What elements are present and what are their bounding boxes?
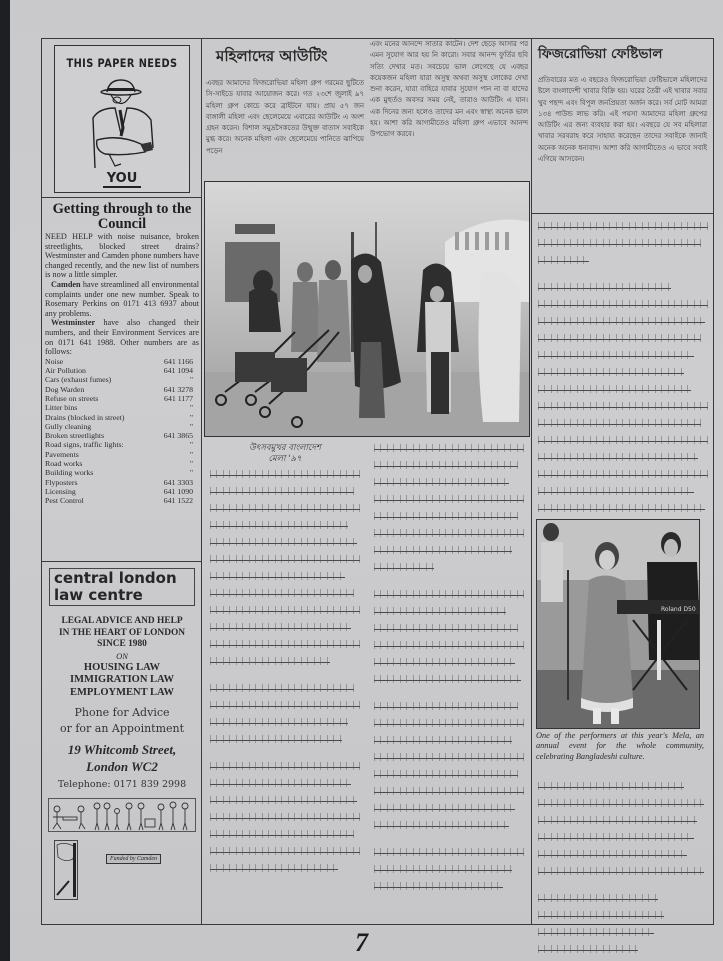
right-handwritten-col (538, 219, 708, 518)
outing-title: মহিলাদের আউটিং (216, 47, 328, 65)
law-centre-phone-advice: Phone for Advice or for an Appointment (59, 706, 185, 736)
law-centre-address: 19 Whitcomb Street, London WC2 (67, 742, 177, 775)
newspaper-page (10, 0, 723, 961)
table-row: Dog Warden 641 3278 (45, 384, 193, 394)
council-camden: Camden have streamlined all environmental complaints under one new number. Speak to Rosemary Perkins on 0171 413 6937 about any problems. (45, 279, 199, 318)
funded-by-camden-logo: Funded by Camden (106, 854, 161, 864)
table-row: Broken streetlights 641 3865 (45, 431, 193, 441)
festival-body: প্রতিবারের মত এ বছরেও ফিজরোভিয়া ফেষ্টিভালে মহিলাদের ষ্টলে বাংলাদেশী খাবার বিক্রি হয়। ঘরের তৈরী এই খাবার সবার খুব পছন্দ এবং বিপুল জনপ্রিয়তা অর্জন করে। সর্ব মোট আমরা ১৩৪ পাউন্ড লাভ করি। এই পয়সা আমাদের মহিলা গ্রুপের আউটিং এর জন্য ব্যবহার করা হয়। এবছরে যে সব মহিলারা খাবার সরবরাহ করে সাহায্য করেছেন তাদের সবাইকে জানাই অনেক অনেক ধন্যবাদ। আশা করি আগামীতেও এ ভাবে সবাই এগিয়ে আসবেন। (538, 76, 707, 164)
right-column (532, 39, 713, 924)
table-row: Road signs, traffic lights: " (45, 440, 193, 450)
table-row: Flyposters 641 3303 (45, 477, 193, 487)
law-centre-lead: LEGAL ADVICE AND HELP IN THE HEART OF LONDON SINCE 1980 (58, 616, 186, 649)
mela-title: উৎসবমুখর বাংলাদেশ মেলা '৯৭ (249, 443, 321, 464)
outing-article-col1 (206, 45, 364, 157)
funders (42, 836, 202, 900)
council-numbers-table (45, 357, 199, 506)
keyboard-label: Roland D50 (661, 606, 696, 613)
council-article (42, 197, 202, 505)
law-centre-areas: HOUSING LAW IMMIGRATION LAW EMPLOYMENT LAW (70, 661, 174, 698)
table-row: Refuse on streets 641 1177 (45, 393, 193, 403)
london-boroughs-grants-logo (54, 840, 78, 900)
table-row: Drains (blocked in street) " (45, 412, 193, 422)
law-centre-telephone: Telephone: 0171 839 2998 (57, 779, 187, 791)
mela-handwritten-col2 (374, 441, 524, 896)
table-row: Licensing 641 1090 (45, 486, 193, 496)
mela-photo-caption: One of the performers at this year's Mela, an annual event for the whole community, celebrating Bangladeshi culture. (536, 731, 704, 761)
page-number: 7 (355, 928, 368, 957)
middle-column (202, 39, 532, 924)
outing-body-2: এবং মনের আনন্দে সাতার কাটেন। দেশ ছেড়ে আসার পর এমন সুযোগ আর হয় নি কারো। সবার আনন্দ ফুর্তির ছবি সত্যি দেখার মত। সবচেয়ে ভাল লেগেছে যে এবছর কয়েকজন মহিলা যারা অসুস্থ অথবা অসুস্থ লোকের দেখা শুনা করেন, যারা বাহিরে যাবার সুযোগ পান না বা যাদের এক মুহুর্তও অবসর সময় নেই, তারাও আউটিং এ যান। এক দিনের জন্য হলেও তাদের মন এবং স্বাস্থ্য অনেক ভাল হয়। আশা করি আগামীতেও মহিলা গ্রুপ এভাবে আনন্দ উপভোগ করবে। (370, 40, 528, 139)
girl-singing-with-keyboard-player-photo (536, 519, 700, 729)
law-centre-on: ON (116, 650, 128, 661)
festival-article (532, 39, 713, 214)
table-row: Road works " (45, 458, 193, 468)
left-column (42, 39, 202, 924)
council-intro: NEED HELP with noise nuisance, broken streetlights, blocked street drains? Westminster and Camden phone numbers have changed recently, and the new list of numbers is now a little simpler. (45, 232, 199, 280)
outing-article-col2 (370, 39, 528, 141)
man-in-hat-pointing-icon (85, 78, 161, 170)
poster-headline: THIS PAPER NEEDS (66, 56, 178, 70)
festival-title: ফিজরোভিয়া ফেষ্টিভাল (538, 46, 663, 62)
page-frame (41, 38, 714, 925)
table-row: Noise 641 1166 (45, 356, 193, 366)
table-row: Pavements " (45, 449, 193, 459)
women-and-children-at-seaside-photo (204, 181, 530, 437)
right-handwritten-bottom (538, 779, 704, 959)
law-centre-advert (42, 561, 202, 926)
table-row: Litter bins " (45, 403, 193, 413)
poster-you: YOU (55, 171, 189, 186)
table-row: Pest Control 641 1522 (45, 496, 193, 506)
mela-handwritten-col1 (210, 441, 360, 878)
law-centre-logo: central london law centre (49, 568, 195, 606)
table-row: Building works " (45, 468, 193, 478)
outing-body-1: এবছর আমাদের ফিজরোভিয়া মহিলা গ্রুপ গরমের ছুটিতে সি-সাইডে যাবার আয়োজন করে। গত ২৩শে জুলাই ৯৭ মহিলা গ্রুপ কোচে করে ব্রাইটনে যায়। প্রায় ৫৭ জন বাঙ্গালী মহিলা এবং ছেলেমেয়ে এবারের আউটিং এ অংশ গ্রহন করেন। বিশাল সমুদ্রসৈকতের উন্মুক্ত বাতাস সবাইকে মুগ্ধ করে। অনেক মহিলা এবং ছেলেমেয়ে পানিতে ঝাপিয়ে পড়েন (206, 79, 364, 155)
council-westminster: Westminster have also changed their numbers, and their Environment Services are on 0171 641 1988. Other numbers are as follows: (45, 318, 199, 357)
table-row: Gully cleaning " (45, 421, 193, 431)
volunteer-poster (54, 45, 190, 193)
table-row: Air Pollution 641 1094 (45, 366, 193, 376)
council-title: Getting through to the Council (52, 201, 192, 232)
people-queue-illustration-icon (48, 798, 196, 832)
table-row: Cars (exhaust fumes) " (45, 375, 193, 385)
